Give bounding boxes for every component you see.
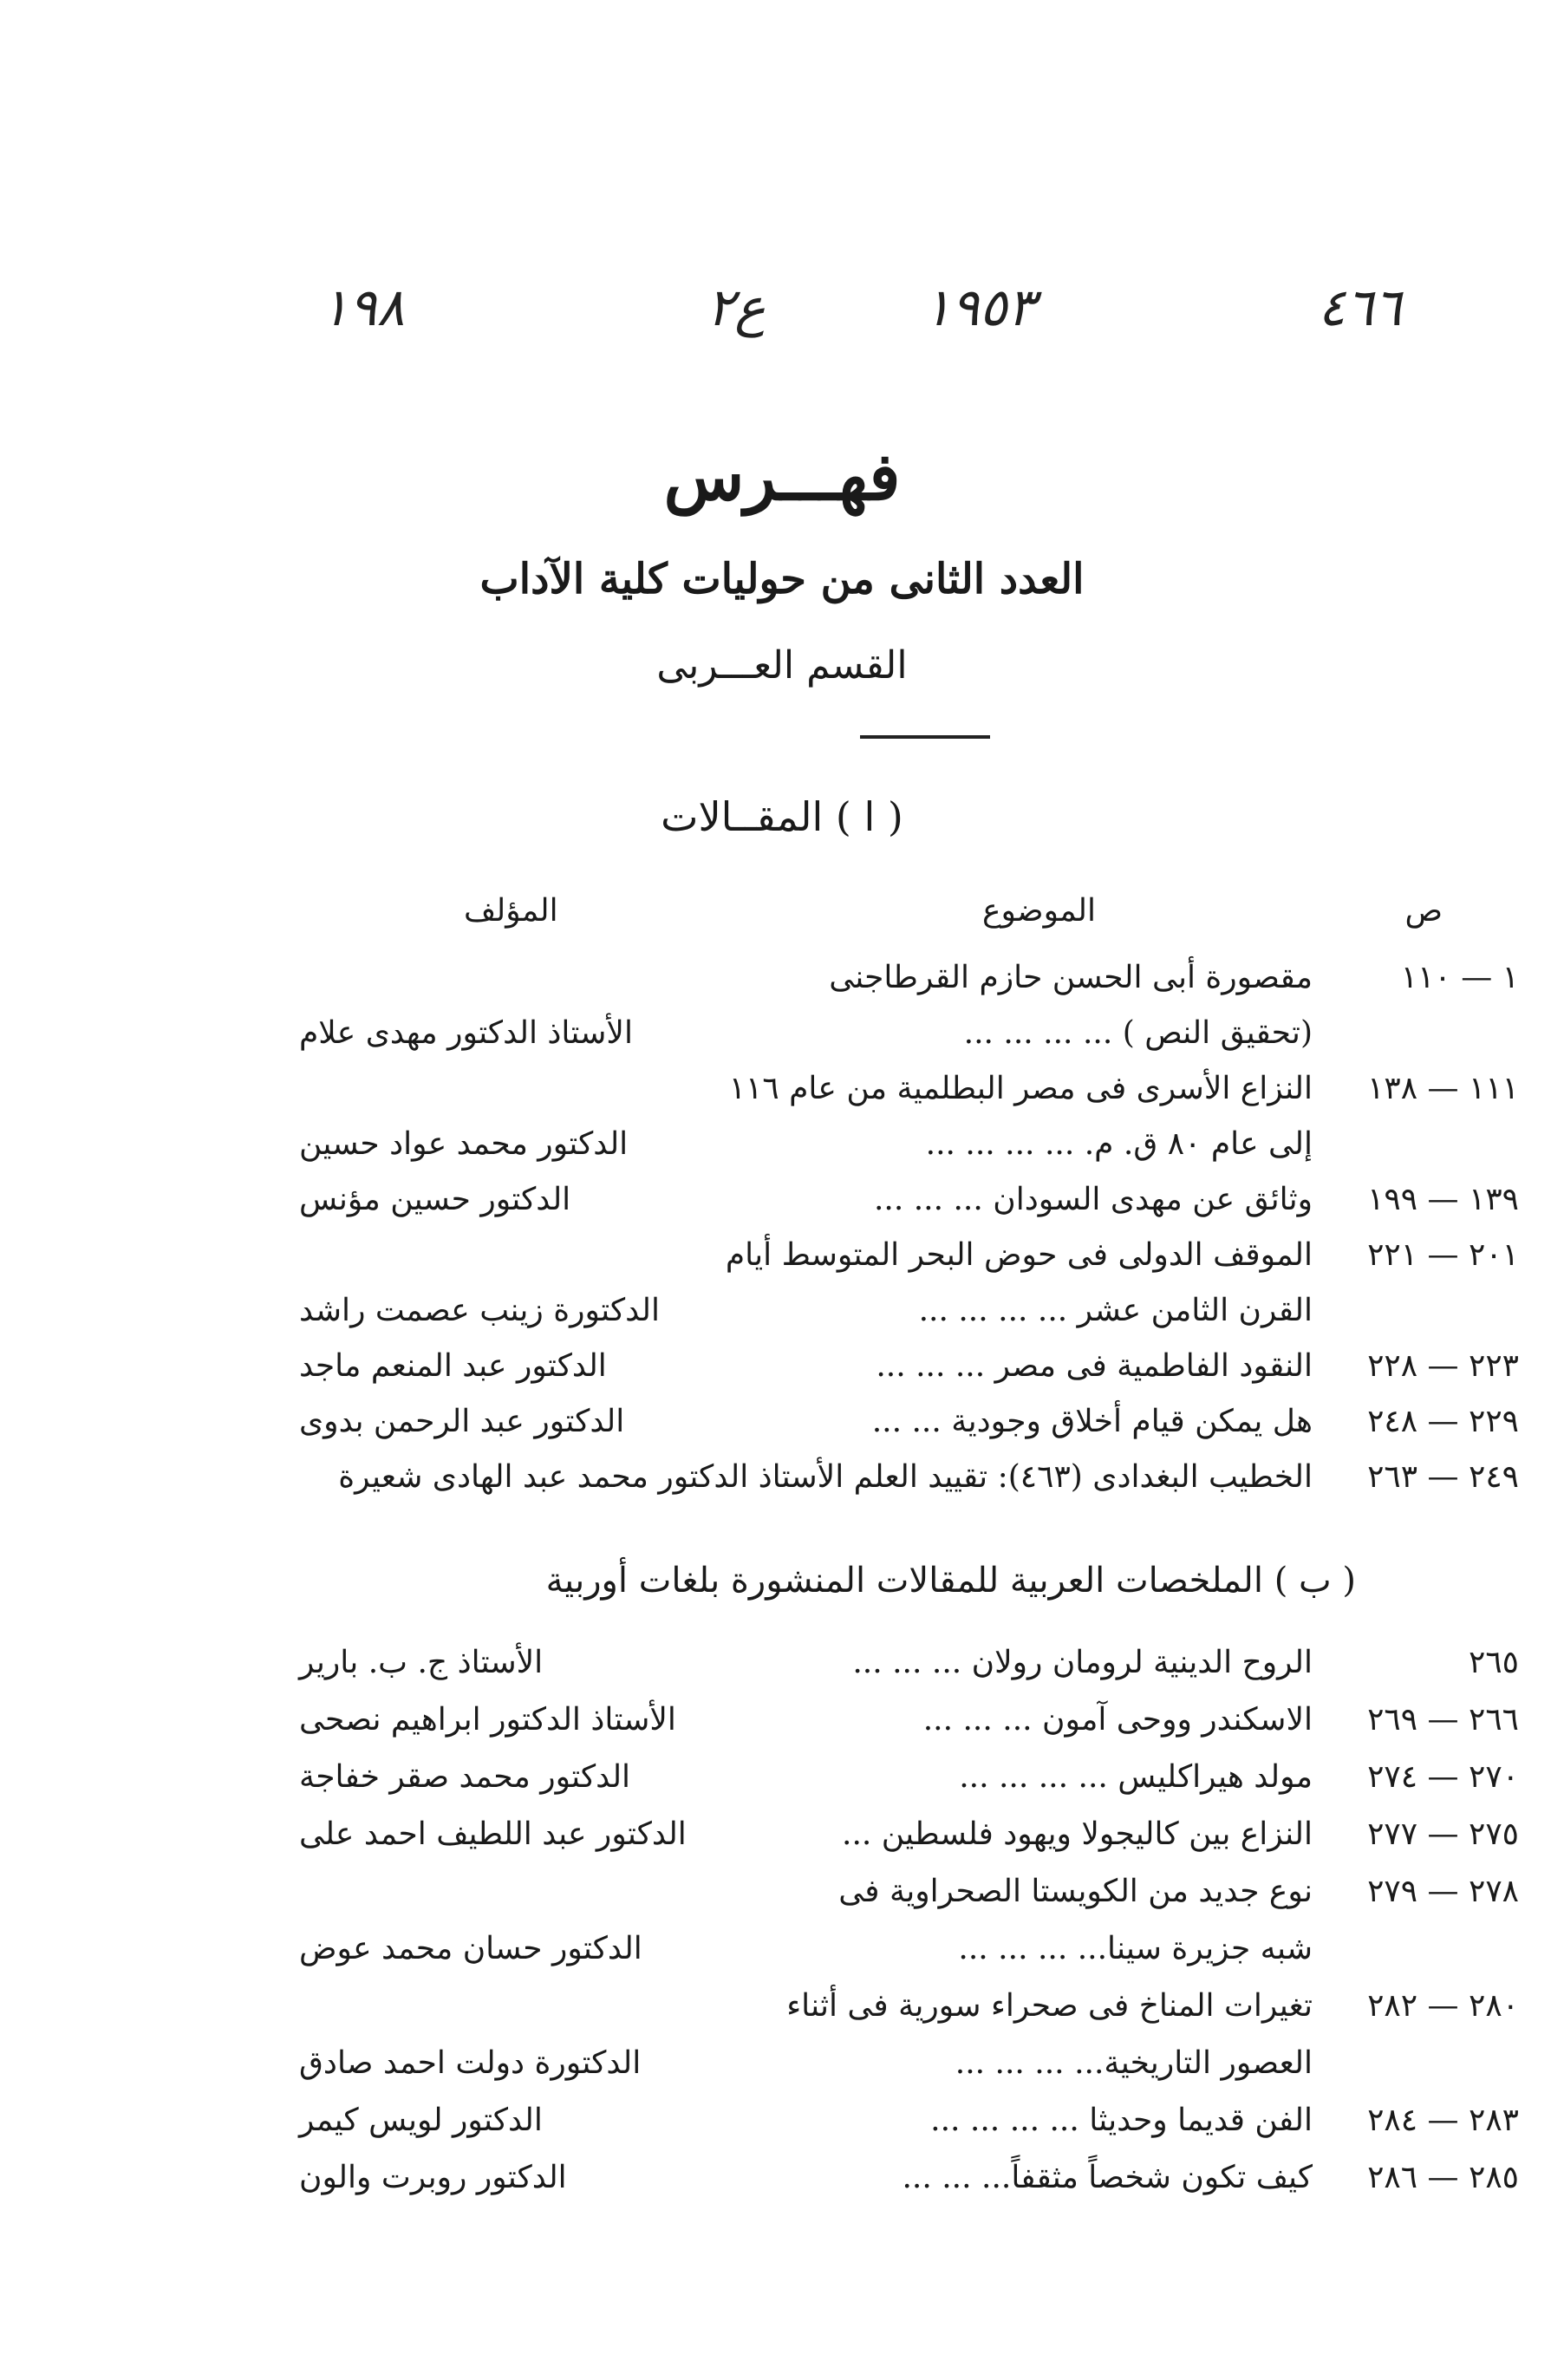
entry-author: الدكتورة دولت احمد صادق [299,2045,642,2081]
entry-pages: ٢٧٥ — ٢٧٧ [1367,1816,1519,1852]
entry-topic: النزاع بين كاليجولا ويهود فلسطين ... [842,1816,1313,1852]
handwritten-year: ١٩٥٣ [923,277,1035,338]
entry-author: الأستاذ ج. ب. بارير [299,1645,544,1680]
entry-topic: وثائق عن مهدى السودان ... ... ... [873,1182,1313,1217]
entry-topic: كيف تكون شخصاً مثقفاً... ... ... [902,2160,1313,2195]
entry-author: الدكتور حسين مؤنس [299,1182,571,1217]
entry-topic: الموقف الدولى فى حوض البحر المتوسط أيام [725,1237,1313,1273]
entry-topic: نوع جديد من الكويستا الصحراوية فى [838,1874,1313,1909]
entry-pages: ١٣٩ — ١٩٩ [1367,1182,1519,1217]
entry-author: الدكتور عبد اللطيف احمد على [299,1816,687,1852]
section-name: القسم العـــربى [656,643,908,688]
page-title: فهـــرس [663,438,901,515]
entry-topic: القرن الثامن عشر ... ... ... ... [918,1293,1313,1328]
column-header-topic: الموضوع [981,893,1096,929]
title-divider [860,735,990,739]
entry-topic: الفن قديما وحديثا ... ... ... ... [930,2103,1313,2138]
entry-pages: ٢٠١ — ٢٢١ [1367,1237,1519,1273]
entry-topic: الخطيب البغدادى (٤٦٣): تقييد العلم الأستاذ الدكتور محمد عبد الهادى شعيرة [338,1459,1313,1495]
entry-pages: ٢٦٦ — ٢٦٩ [1367,1702,1519,1738]
entry-pages: ٢٧٠ — ٢٧٤ [1367,1759,1519,1795]
entry-topic: النقود الفاطمية فى مصر ... ... ... [876,1348,1313,1384]
column-header-page: ص [1404,893,1443,929]
entry-pages: ٢٨٠ — ٢٨٢ [1367,1988,1519,2024]
section-a-heading: ( ا ) المقــالات [661,793,903,840]
entry-pages: ١ — ١١٠ [1400,960,1519,995]
entry-author: الدكتور روبرت والون [299,2160,567,2195]
entry-topic: (تحقيق النص ) ... ... ... ... [963,1015,1313,1051]
entry-pages: ١١١ — ١٣٨ [1367,1071,1519,1106]
handwritten-mark: ع٢ [707,277,766,338]
entry-pages: ٢٨٥ — ٢٨٦ [1367,2160,1519,2195]
entry-topic: الاسكندر ووحى آمون ... ... ... [922,1702,1313,1738]
handwritten-number-right: ٤٦٦ [1318,277,1402,338]
entry-topic: الروح الدينية لرومان رولان ... ... ... [852,1645,1313,1680]
entry-topic: مولد هيراكليس ... ... ... ... [959,1759,1313,1795]
entry-pages: ٢٢٩ — ٢٤٨ [1367,1404,1519,1439]
entry-author: الأستاذ الدكتور مهدى علام [299,1015,633,1051]
entry-author: الدكتور لويس كيمر [299,2103,543,2138]
entry-pages: ٢٨٣ — ٢٨٤ [1367,2103,1519,2138]
column-header-author: المؤلف [464,893,558,929]
entry-author: الدكتور حسان محمد عوض [299,1931,642,1966]
handwritten-number-left: ١٩٨ [321,277,405,338]
entry-topic: إلى عام ٨٠ ق. م. ... ... ... ... [925,1126,1313,1162]
entry-pages: ٢٦٥ [1468,1645,1519,1680]
page-subtitle: العدد الثانى من حوليات كلية الآداب [479,555,1085,603]
entry-author: الدكتور عبد الرحمن بدوى [299,1404,625,1439]
entry-topic: النزاع الأسرى فى مصر البطلمية من عام ١١٦ [728,1071,1313,1106]
section-b-heading: ( ب ) الملخصات العربية للمقالات المنشورة بلغات أوربية [545,1561,1356,1601]
entry-topic: مقصورة أبى الحسن حازم القرطاجنى [829,960,1313,995]
entry-author: الدكتورة زينب عصمت راشد [299,1293,660,1328]
entry-topic: شبه جزيرة سينا... ... ... ... [958,1931,1313,1966]
entry-pages: ٢٢٣ — ٢٢٨ [1367,1348,1519,1384]
entry-pages: ٢٧٨ — ٢٧٩ [1367,1874,1519,1909]
entry-topic: هل يمكن قيام أخلاق وجودية ... ... [871,1404,1313,1439]
entry-author: الدكتور محمد عواد حسين [299,1126,629,1162]
entry-author: الدكتور عبد المنعم ماجد [299,1348,607,1384]
entry-author: الدكتور محمد صقر خفاجة [299,1759,631,1795]
entry-topic: تغيرات المناخ فى صحراء سورية فى أثناء [786,1988,1313,2024]
entry-topic: العصور التاريخية... ... ... ... [955,2045,1313,2081]
entry-author: الأستاذ الدكتور ابراهيم نصحى [299,1702,676,1738]
entry-pages: ٢٤٩ — ٢٦٣ [1367,1459,1519,1495]
